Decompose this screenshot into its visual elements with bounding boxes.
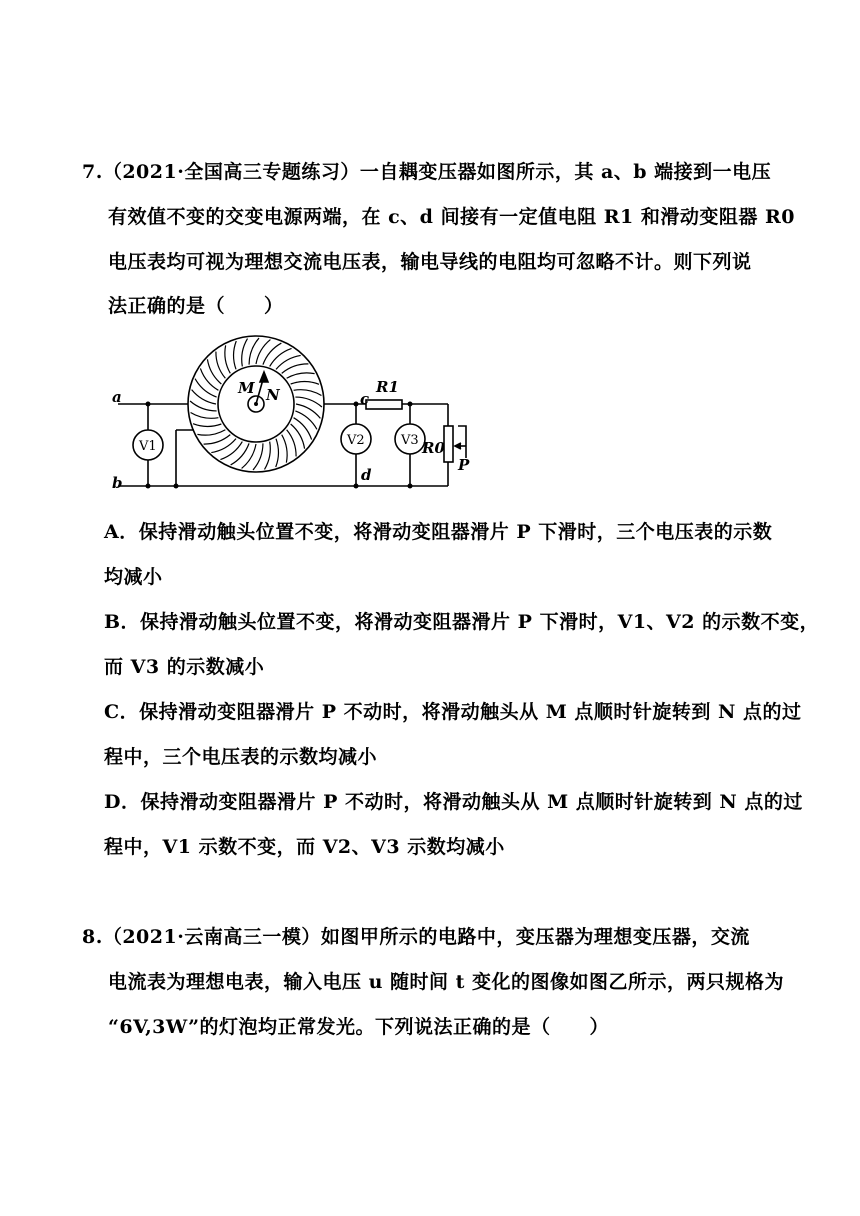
- label-R0: R0: [422, 439, 445, 457]
- winding-turn: [234, 341, 237, 369]
- winding-turn: [296, 404, 320, 418]
- winding-turn: [282, 435, 287, 463]
- winding-turn: [190, 401, 217, 411]
- winding-turn: [242, 444, 256, 468]
- winding-turn: [253, 443, 263, 470]
- winding-turn: [231, 443, 249, 465]
- q7-line4: 法正确的是（ ）: [108, 295, 284, 317]
- q8-line2: 电流表为理想电表，输入电压 u 随时间 t 变化的图像如图乙所示，两只规格为: [108, 971, 785, 993]
- label-d: d: [361, 466, 372, 484]
- q8-line1: 8.（2021·云南高三一模）如图甲所示的电路中，变压器为理想变压器，交流: [82, 926, 750, 948]
- winding-turn: [287, 430, 296, 457]
- winding-turn: [193, 424, 221, 427]
- winding-turn: [220, 442, 242, 460]
- winding-turn: [207, 359, 221, 384]
- winding-turn: [263, 343, 281, 365]
- winding-turn: [291, 382, 319, 385]
- q7-option-c-line1: C．保持滑动变阻器滑片 P 不动时，将滑动触头从 M 点顺时针旋转到 N 点的过: [104, 701, 802, 723]
- winding-turn: [264, 442, 270, 470]
- q7-line2: 有效值不变的交变电源两端，在 c、d 间接有一定值电阻 R1 和滑动变阻器 R0: [108, 206, 795, 228]
- q8-line3: “6V,3W”的灯泡均正常发光。下列说法正确的是（ ）: [108, 1016, 610, 1038]
- label-c: c: [360, 390, 370, 408]
- winding-turn: [211, 439, 236, 453]
- winding-turn: [294, 418, 312, 440]
- q7-option-c-line2: 程中，三个电压表的示数均减小: [104, 746, 378, 768]
- label-P: P: [458, 456, 470, 474]
- winding-turn: [192, 390, 216, 404]
- winding-turn: [225, 345, 230, 373]
- winding-turn: [276, 355, 301, 369]
- label-M: M: [238, 379, 255, 397]
- label-V2: V2: [347, 433, 365, 448]
- winding-turn: [249, 338, 259, 365]
- winding-turn: [200, 368, 218, 390]
- label-R1: R1: [376, 378, 399, 396]
- winding-turn: [242, 339, 248, 367]
- q7-option-a-line1: A．保持滑动触头位置不变，将滑动变阻器滑片 P 下滑时，三个电压表的示数: [104, 521, 773, 543]
- autotransformer-circuit-figure: [108, 338, 468, 498]
- label-V3: V3: [401, 433, 419, 448]
- label-b: b: [112, 474, 123, 492]
- winding-turn: [191, 412, 219, 418]
- q7-option-d-line1: D．保持滑动变阻器滑片 P 不动时，将滑动触头从 M 点顺时针旋转到 N 点的过: [104, 791, 803, 813]
- winding-turn: [197, 430, 225, 435]
- winding-turn: [270, 348, 292, 366]
- q7-option-b-line1: B．保持滑动触头位置不变，将滑动变阻器滑片 P 下滑时，V1、V2 的示数不变，: [104, 611, 820, 633]
- winding-turn: [294, 390, 322, 396]
- winding-turn: [282, 364, 309, 373]
- q7-option-d-line2: 程中，V1 示数不变，而 V2、V3 示数均减小: [104, 836, 505, 858]
- winding-turn: [295, 411, 317, 429]
- winding-turn: [295, 397, 322, 407]
- label-V1: V1: [139, 439, 157, 454]
- winding-turn: [276, 439, 279, 467]
- label-a: a: [112, 388, 122, 406]
- winding-turn: [256, 340, 270, 364]
- winding-turn: [216, 352, 225, 379]
- label-N: N: [266, 386, 280, 404]
- winding-turn: [291, 424, 305, 449]
- q7-option-a-line2: 均减小: [104, 566, 163, 588]
- winding-turn: [287, 373, 315, 378]
- q7-line1: 7.（2021·全国高三专题练习）一自耦变压器如图所示，其 a、b 端接到一电压: [82, 161, 772, 183]
- q7-option-b-line2: 而 V3 的示数减小: [104, 656, 265, 678]
- winding-turn: [195, 379, 217, 397]
- winding-turn: [204, 435, 231, 444]
- q7-line3: 电压表均可视为理想交流电压表，输电导线的电阻均可忽略不计。则下列说: [108, 251, 752, 273]
